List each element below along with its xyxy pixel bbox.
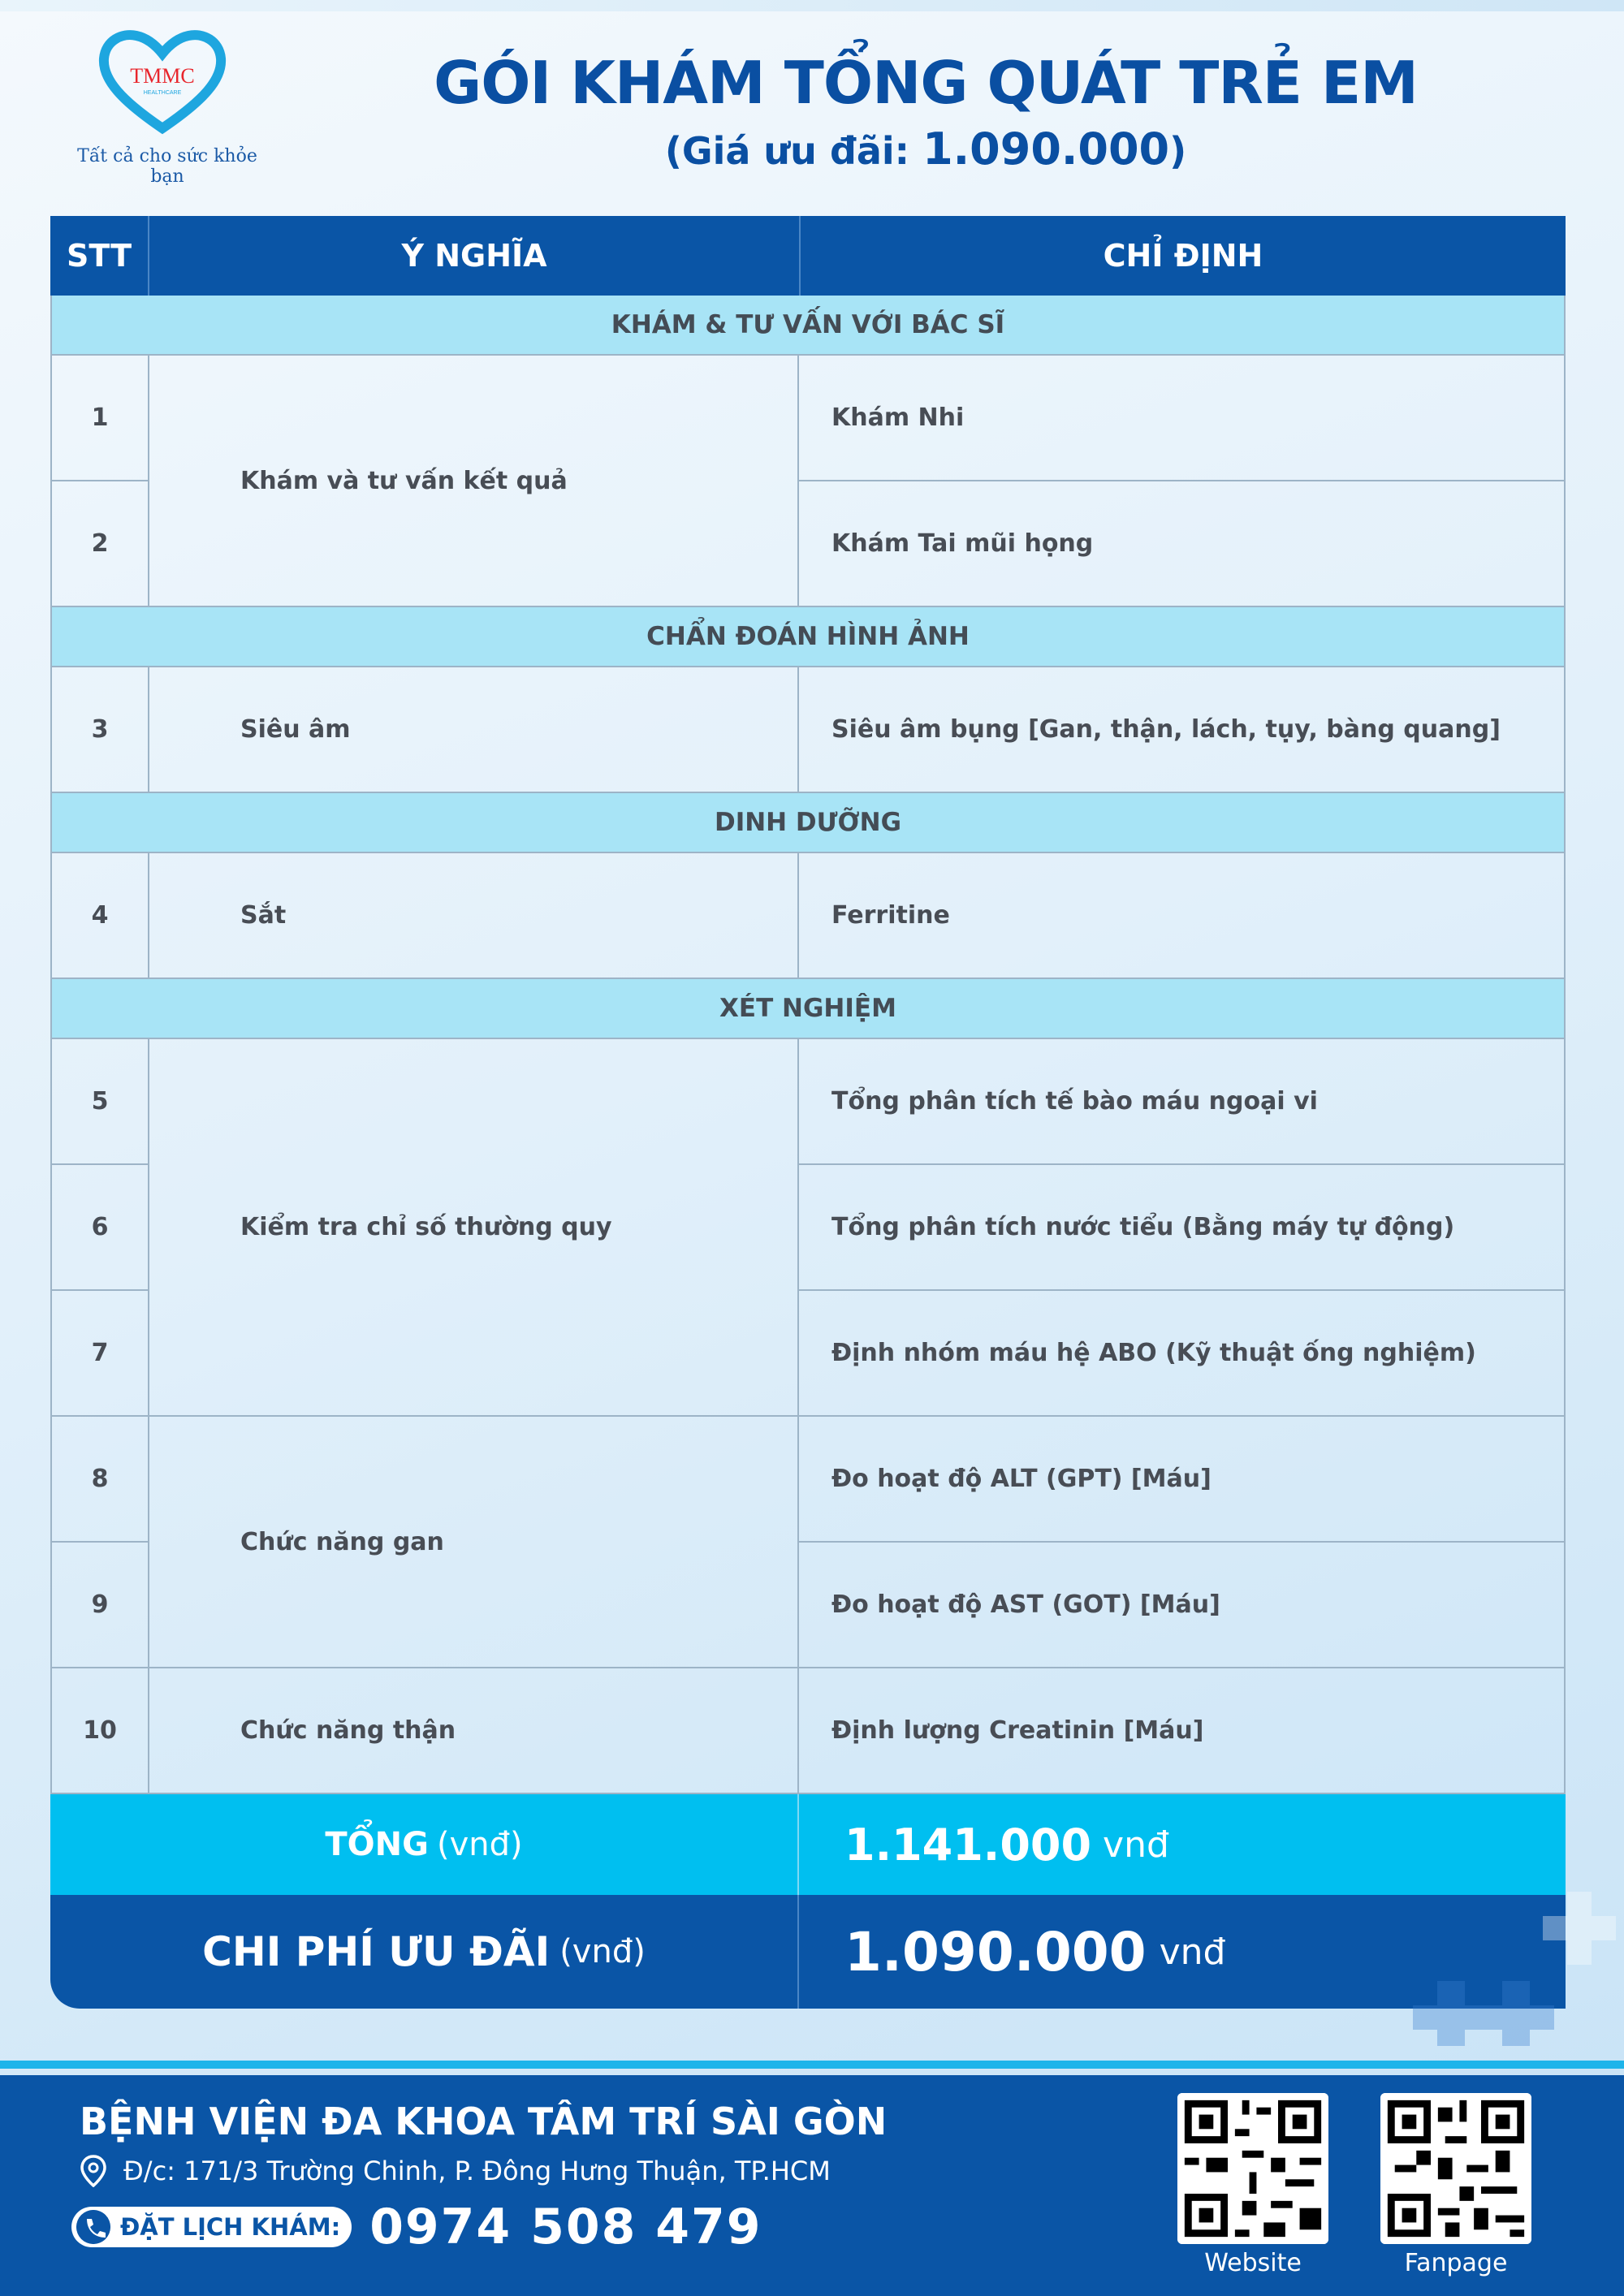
stt-cell: 10 xyxy=(52,1668,148,1794)
stt-cell: 2 xyxy=(52,481,148,607)
section-header: KHÁM & TƯ VẤN VỚI BÁC SĨ xyxy=(50,296,1566,356)
booking-label: ĐẶT LỊCH KHÁM: xyxy=(120,2213,341,2241)
top-band xyxy=(0,0,1624,11)
website-qr-code[interactable] xyxy=(1177,2093,1328,2244)
indication-cell: Đo hoạt độ AST (GOT) [Máu] xyxy=(799,1543,1564,1668)
stt-cell: 4 xyxy=(52,853,148,979)
indication-cell: Định lượng Creatinin [Máu] xyxy=(799,1668,1564,1794)
promo-value: 1.090.000 xyxy=(844,1920,1147,1983)
indication-cell: Khám Tai mũi họng xyxy=(799,481,1564,607)
total-row xyxy=(50,1794,1566,1895)
promo-label: CHI PHÍ ƯU ĐÃI xyxy=(202,1928,551,1975)
fanpage-qr-code[interactable] xyxy=(1380,2093,1531,2244)
indication-cell: Siêu âm bụng [Gan, thận, lách, tụy, bàng quang] xyxy=(799,667,1564,793)
table-group xyxy=(50,1417,1566,1668)
indication-cell: Ferritine xyxy=(799,853,1564,979)
meaning-cell: Khám và tư vấn kết quả xyxy=(149,356,799,607)
stt-cell: 5 xyxy=(52,1039,148,1165)
meaning-cell: Chức năng gan xyxy=(149,1417,799,1668)
location-pin-icon xyxy=(80,2155,107,2187)
total-unit-label: (vnđ) xyxy=(436,1826,523,1863)
stt-cell: 6 xyxy=(52,1165,148,1291)
meaning-cell: Kiểm tra chỉ số thường quy xyxy=(149,1039,799,1417)
phone-number[interactable]: 0974 508 479 xyxy=(369,2199,762,2255)
section-header: DINH DƯỠNG xyxy=(50,793,1566,853)
indication-cell: Định nhóm máu hệ ABO (Kỹ thuật ống nghiệm) xyxy=(799,1291,1564,1417)
table-group xyxy=(50,356,1566,607)
slogan: Tất cả cho sức khỏe bạn xyxy=(77,146,257,187)
stt-cell: 1 xyxy=(52,356,148,481)
phone-icon xyxy=(76,2210,110,2244)
package-table xyxy=(50,216,1566,2009)
footer-stripe xyxy=(0,2061,1624,2069)
address xyxy=(80,2155,831,2187)
meaning-cell: Siêu âm xyxy=(149,667,799,793)
subtitle-price: 1.090.000 xyxy=(922,123,1170,175)
address-text: Đ/c: 171/3 Trường Chinh, P. Đông Hưng Thuận, TP.HCM xyxy=(123,2156,831,2186)
booking-pill xyxy=(71,2207,352,2247)
promo-row xyxy=(50,1895,1566,2009)
logo-text: TMMC xyxy=(130,64,195,88)
page-subtitle xyxy=(422,123,1429,175)
total-value: 1.141.000 xyxy=(844,1819,1092,1871)
page-title: GÓI KHÁM TỔNG QUÁT TRẺ EM xyxy=(434,49,1418,117)
table-group xyxy=(50,853,1566,979)
footer xyxy=(0,2075,1624,2296)
header-meaning: Ý NGHĨA xyxy=(149,216,801,296)
stt-cell: 7 xyxy=(52,1291,148,1417)
indication-cell: Tổng phân tích tế bào máu ngoại vi xyxy=(799,1039,1564,1165)
total-unit: vnđ xyxy=(1103,1823,1169,1866)
promo-unit-label: (vnđ) xyxy=(559,1933,646,1970)
indication-cell: Tổng phân tích nước tiểu (Bằng máy tự động) xyxy=(799,1165,1564,1291)
table-group xyxy=(50,1668,1566,1794)
indication-cell: Khám Nhi xyxy=(799,356,1564,481)
table-group xyxy=(50,1039,1566,1417)
qr-label-fanpage: Fanpage xyxy=(1404,2249,1508,2277)
header-indication: CHỈ ĐỊNH xyxy=(1103,238,1263,274)
section-header: XÉT NGHIỆM xyxy=(50,979,1566,1039)
booking xyxy=(71,2199,762,2255)
hospital-name: BỆNH VIỆN ĐA KHOA TÂM TRÍ SÀI GÒN xyxy=(80,2100,888,2143)
promo-unit: vnđ xyxy=(1159,1931,1226,1973)
table-group xyxy=(50,667,1566,793)
logo-sub: HEALTHCARE xyxy=(143,90,182,96)
tmmc-logo xyxy=(97,29,227,135)
header-stt: STT xyxy=(50,216,149,296)
section-header: CHẨN ĐOÁN HÌNH ẢNH xyxy=(50,607,1566,667)
indication-cell: Đo hoạt độ ALT (GPT) [Máu] xyxy=(799,1417,1564,1543)
medical-cross-decoration xyxy=(1413,1884,1624,2046)
stt-cell: 3 xyxy=(52,667,148,793)
subtitle-prefix: (Giá ưu đãi: xyxy=(664,129,923,173)
qr-label-website: Website xyxy=(1204,2249,1302,2277)
meaning-cell: Chức năng thận xyxy=(149,1668,799,1794)
table-header xyxy=(50,216,1566,296)
stt-cell: 9 xyxy=(52,1543,148,1668)
stt-cell: 8 xyxy=(52,1417,148,1543)
subtitle-suffix: ) xyxy=(1169,129,1187,173)
meaning-cell: Sắt xyxy=(149,853,799,979)
total-label: TỔNG xyxy=(325,1826,429,1863)
